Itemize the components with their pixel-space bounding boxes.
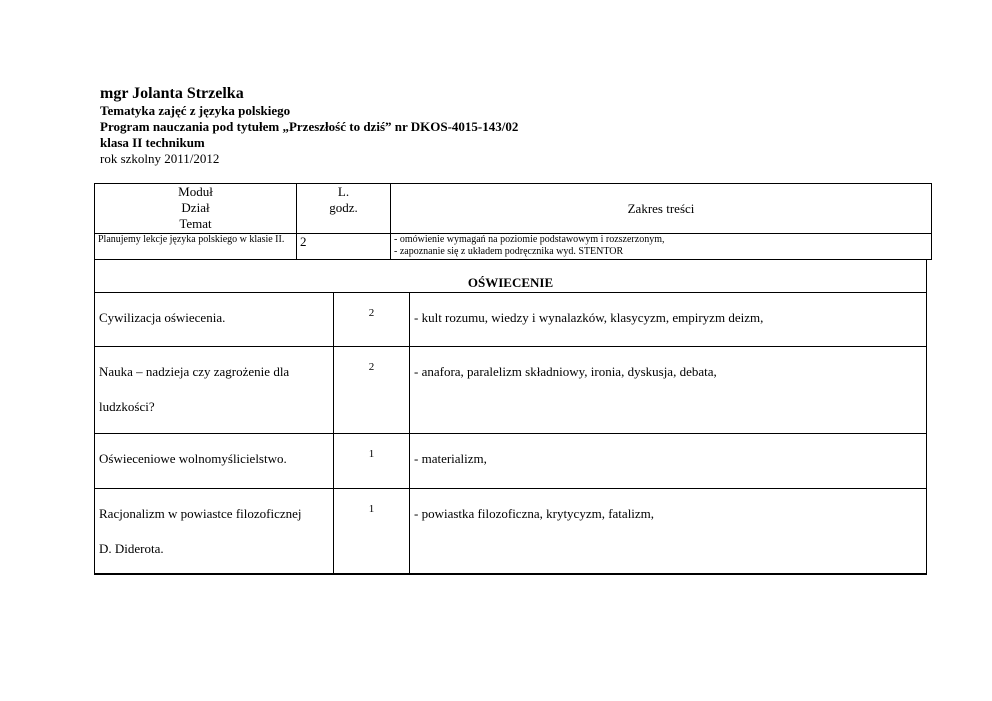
intro-content-cell xyxy=(391,234,932,260)
row-content-cell xyxy=(410,434,927,489)
row-hours: 1 xyxy=(368,503,375,515)
header-table xyxy=(94,183,932,260)
header-hours-label-1: L. xyxy=(337,184,350,199)
row-content-cell xyxy=(410,489,927,575)
row-topic: Racjonalizm w powiastce filozoficznej xyxy=(99,506,302,521)
row-hours-cell xyxy=(334,434,410,489)
section-title: OŚWIECENIE xyxy=(467,275,554,290)
header-content-label: Zakres treści xyxy=(627,200,695,216)
header-hours-cell xyxy=(297,184,391,234)
row-content: - powiastka filozoficzna, krytycyzm, fatalizm, xyxy=(414,506,655,521)
row-hours-cell xyxy=(334,293,410,347)
header-hours-label-2: godz. xyxy=(329,200,358,215)
row-topic: Cywilizacja oświecenia. xyxy=(99,310,226,325)
header-section-label: Dział xyxy=(181,200,210,215)
author-name: mgr Jolanta Strzelka xyxy=(100,85,244,102)
intro-hours: 2 xyxy=(300,234,307,249)
row-topic: Nauka – nadzieja czy zagrożenie dla xyxy=(99,364,290,379)
row-hours-cell xyxy=(334,489,410,575)
row-hours: 2 xyxy=(368,307,375,319)
row-hours: 2 xyxy=(368,361,375,373)
header-content-cell xyxy=(391,184,932,234)
intro-content-line-2: - zapoznanie się z układem podręcznika wyd. STENTOR xyxy=(394,246,624,257)
row-topic-continued: D. Diderota. xyxy=(99,541,164,556)
row-topic: Oświeceniowe wolnomyślicielstwo. xyxy=(99,451,287,466)
table-row xyxy=(95,434,927,489)
table-row xyxy=(95,293,927,347)
row-topic-cell xyxy=(95,347,334,434)
row-content-cell xyxy=(410,293,927,347)
program-line: Program nauczania pod tytułem „Przeszłość to dziś” nr DKOS-4015-143/02 xyxy=(100,119,519,134)
row-topic-continued: ludzkości? xyxy=(99,399,155,414)
intro-topic: Planujemy lekcje języka polskiego w klasie II. xyxy=(98,234,285,245)
document-header xyxy=(100,84,900,167)
row-hours: 1 xyxy=(368,448,375,460)
header-topic-label: Temat xyxy=(179,216,212,231)
class-line: klasa II technikum xyxy=(100,135,205,150)
section-table xyxy=(94,292,927,575)
intro-hours-cell xyxy=(297,234,391,260)
row-content: - materializm, xyxy=(414,451,487,466)
subject-line: Tematyka zajęć z języka polskiego xyxy=(100,103,291,118)
row-content: - kult rozumu, wiedzy i wynalazków, klasycyzm, empiryzm deizm, xyxy=(414,310,764,325)
table-row xyxy=(95,489,927,575)
row-content: - anafora, paralelizm składniowy, ironia, dyskusja, debata, xyxy=(414,364,717,379)
school-year-line: rok szkolny 2011/2012 xyxy=(100,151,220,166)
row-hours-cell xyxy=(334,347,410,434)
intro-topic-cell xyxy=(95,234,297,260)
header-module-label: Moduł xyxy=(178,184,213,199)
intro-content-line-1: - omówienie wymagań na poziomie podstawowym i rozszerzonym, xyxy=(394,234,665,245)
table-row xyxy=(95,347,927,434)
row-topic-cell xyxy=(95,293,334,347)
row-topic-cell xyxy=(95,434,334,489)
row-content-cell xyxy=(410,347,927,434)
header-module-cell xyxy=(95,184,297,234)
row-topic-cell xyxy=(95,489,334,575)
